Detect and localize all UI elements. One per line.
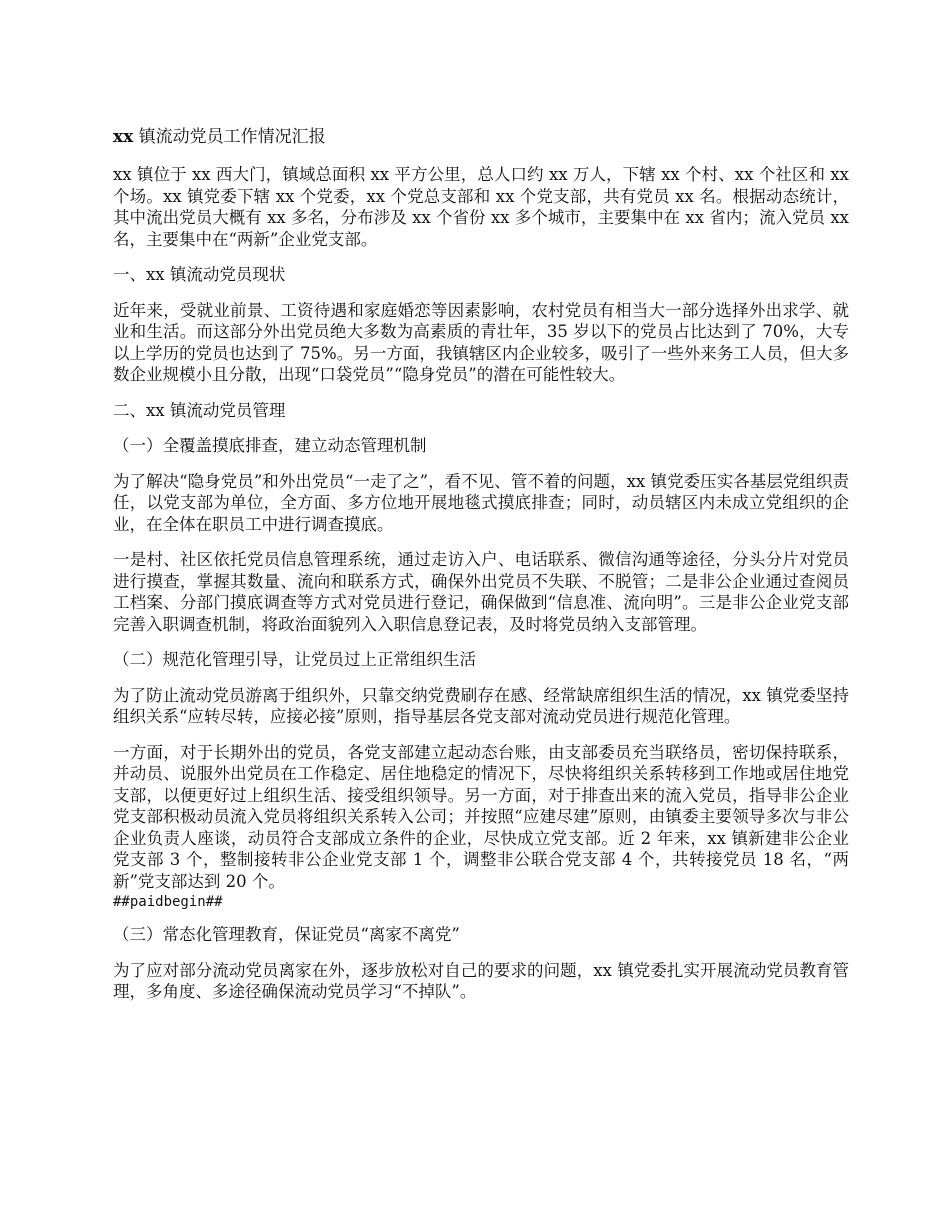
survey-paragraph: 为了解决“隐身党员”和外出党员“一走了之”，看不见、管不着的问题，xx 镇党委压实各基层党组织责任，以党支部为单位，全方面、多方位地开展地毯式摸底排查；同时，动员辖区内未成立党组织的企业，在全体在职员工中进行调查摸底。 bbox=[113, 471, 849, 534]
survey-details-paragraph: 一是村、社区依托党员信息管理系统，通过走访入户、电话联系、微信沟通等途径，分头分片对党员进行摸查，掌握其数量、流向和联系方式，确保外出党员不失联、不脱管；二是非公企业通过查阅员工档案、分部门摸底调查等方式对党员进行登记，确保做到“信息准、流向明”。三是非公企业党支部完善入职调查机制，将政治面貌列入入职信息登记表，及时将党员纳入支部管理。 bbox=[113, 550, 849, 634]
subsection-heading-1: （一）全覆盖摸底排查，建立动态管理机制 bbox=[113, 436, 427, 455]
intro-paragraph: xx 镇位于 xx 西大门，镇域总面积 xx 平方公里，总人口约 xx 万人，下辖 xx 个村、xx 个社区和 xx 个场。xx 镇党委下辖 xx 个党委，xx 个党总支部和 xx 个党支部，共有党员 xx 名。根据动态统计，其中流出党员大概有 xx 多名，分布涉及 xx 个省份 xx 多个城市，主要集中在 xx 省内；流入党员 xx 名，主要集中在“两新”企业党支部。 bbox=[113, 165, 849, 249]
section-heading-1: 一、xx 镇流动党员现状 bbox=[113, 265, 286, 284]
section-heading-2: 二、xx 镇流动党员管理 bbox=[113, 400, 286, 420]
document-page bbox=[113, 126, 849, 1017]
management-details-paragraph bbox=[113, 742, 849, 913]
management-details-text: 一方面，对于长期外出的党员，各党支部建立起动态台账，由支部委员充当联络员，密切保持联系，并动员、说服外出党员在工作稳定、居住地稳定的情况下，尽快将组织关系转移到工作地或居住地党支部，以便更好过上组织生活、接受组织领导。另一方面，对于排查出来的流入党员，指导非公企业党支部积极动员流入党员将组织关系转入公司；并按照“应建尽建”原则，由镇委主要领导多次与非公企业负责人座谈，动员符合支部成立条件的企业，尽快成立党支部。近 2 年来，xx 镇新建非公企业党支部 3 个，整制接转非公企业党支部 1 个，调整非公联合党支部 4 个，共转接党员 18 名，“两新”党支部达到 20 个。 bbox=[113, 742, 849, 891]
subsection-heading-2: （二）规范化管理引导，让党员过上正常组织生活 bbox=[113, 650, 476, 669]
title-text: 镇流动党员工作情况汇报 bbox=[133, 127, 326, 147]
management-paragraph: 为了防止流动党员游离于组织外，只靠交纳党费刷存在感、经常缺席组织生活的情况，xx 镇党委坚持组织关系“应转尽转，应接必接”原则，指导基层各党支部对流动党员进行规范化管理。 bbox=[113, 685, 849, 726]
document-title bbox=[113, 126, 849, 148]
subsection-heading-3: （三）常态化管理教育，保证党员“离家不离党” bbox=[113, 925, 460, 944]
paid-marker: ##paidbegin## bbox=[113, 894, 223, 910]
status-paragraph: 近年来，受就业前景、工资待遇和家庭婚恋等因素影响，农村党员有相当大一部分选择外出求学、就业和生活。而这部分外出党员绝大多数为高素质的青壮年，35 岁以下的党员占比达到了 70%，大专以上学历的党员也达到了 75%。另一方面，我镇辖区内企业较多，吸引了一些外来务工人员，但大多数企业规模小且分散，出现“口袋党员”“隐身党员”的潜在可能性较大。 bbox=[113, 300, 849, 384]
education-paragraph: 为了应对部分流动党员离家在外，逐步放松对自己的要求的问题，xx 镇党委扎实开展流动党员教育管理，多角度、多途径确保流动党员学习“不掉队”。 bbox=[113, 960, 849, 1001]
title-prefix: xx bbox=[113, 127, 134, 147]
